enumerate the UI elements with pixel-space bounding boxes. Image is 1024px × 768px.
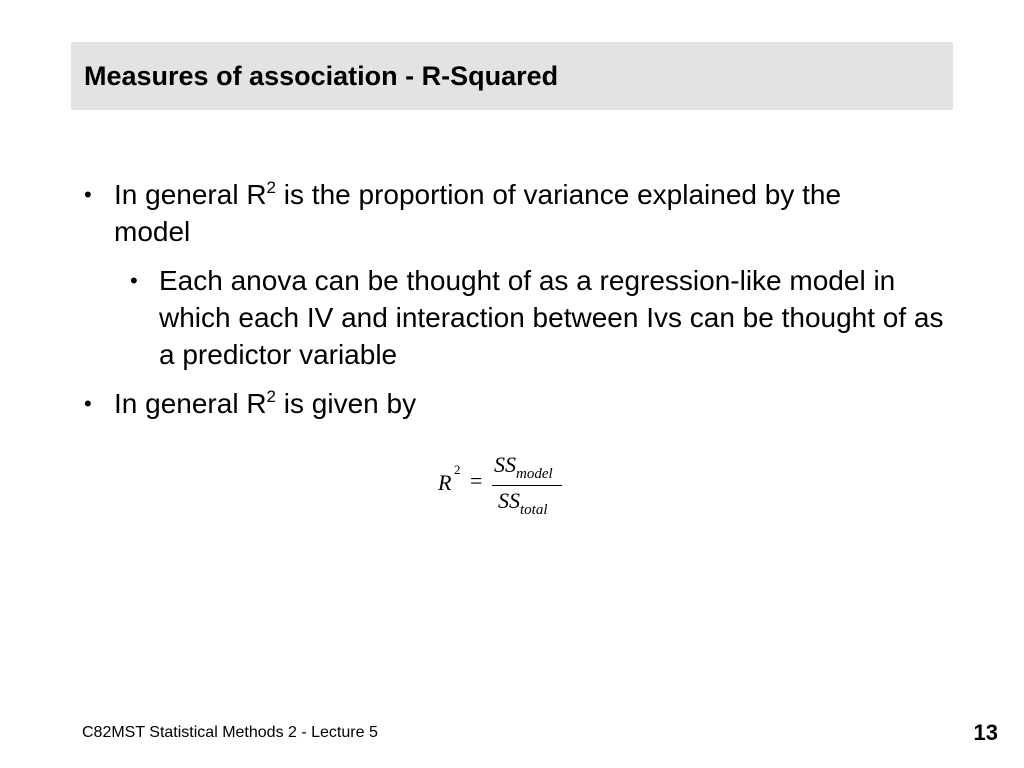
superscript-2: 2 [266,178,277,197]
formula-equals-sign: = [470,468,483,493]
bullet-text [114,385,904,422]
title-bar [71,42,953,110]
bullet-point-icon: • [84,391,92,416]
sub-bullet-text: Each anova can be thought of as a regression-like model in which each IV and interaction between Ivs can be thought of as a predictor variable [159,265,944,370]
formula-numerator [494,452,553,481]
bullet-point-icon: • [84,182,92,207]
formula-lhs: R [438,470,452,495]
sub-bullet-anova-regression [130,262,950,373]
bullet-text-start: In general R [114,179,267,210]
fraction-bar [492,485,562,486]
footer-course-label: C82MST Statistical Methods 2 - Lecture 5 [82,724,378,741]
bullet-r-squared-given-by [84,385,904,422]
formula-lhs-exponent: 2 [454,462,461,477]
numerator-subscript: model [516,466,553,482]
slide-title: Measures of association - R-Squared [84,61,559,91]
denominator-subscript: total [520,502,548,518]
page-number: 13 [973,720,998,745]
denominator-base: SS [498,488,520,513]
r-squared-formula [432,452,572,524]
bullet-r-squared-definition [84,176,904,250]
numerator-base: SS [494,452,516,477]
formula-denominator [498,488,548,517]
bullet-text-end: is the proportion of variance explained by the model [114,179,842,247]
superscript-2: 2 [266,387,277,406]
bullet-text [114,176,904,250]
bullet-text-end: is given by [276,388,417,419]
bullet-text-start: In general R [114,388,267,419]
bullet-point-icon: • [130,268,138,293]
